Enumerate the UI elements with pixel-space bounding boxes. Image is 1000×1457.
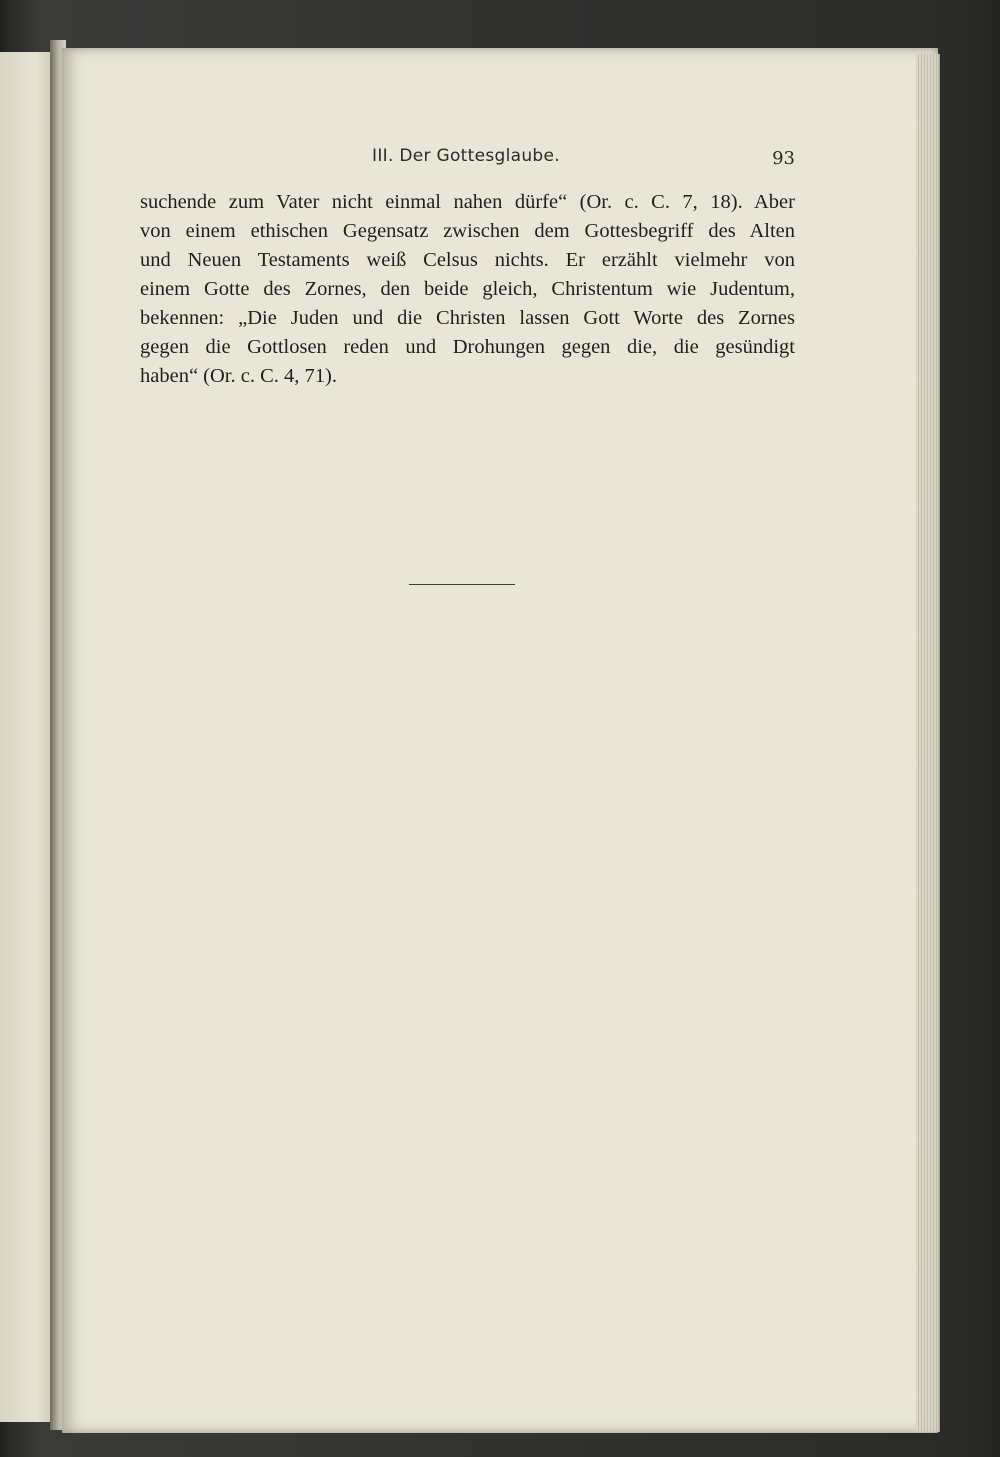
chapter-end-rule (409, 584, 515, 585)
text-line: von einem ethischen Gegensatz zwischen dem Gottesbegriff des Alten (140, 220, 795, 242)
page-edges (916, 54, 940, 1432)
body-paragraph (140, 188, 795, 391)
text-line: gegen die Gottlosen reden und Drohungen gegen die, die gesündigt (140, 336, 795, 358)
page-number: 93 (772, 148, 795, 169)
text-line: haben“ (Or. c. C. 4, 71). (140, 365, 337, 387)
text-line: und Neuen Testaments weiß Celsus nichts. Er erzählt vielmehr von (140, 249, 795, 271)
text-line: suchende zum Vater nicht einmal nahen dürfe“ (Or. c. C. 7, 18). Aber (140, 191, 795, 213)
left-page-edge (0, 52, 54, 1422)
text-line: einem Gotte des Zornes, den beide gleich, Christentum wie Judentum, (140, 278, 795, 300)
running-head (140, 144, 795, 172)
running-head-title: III. Der Gottesglaube. (372, 146, 560, 166)
text-line: bekennen: „Die Juden und die Christen lassen Gott Worte des Zornes (140, 307, 795, 329)
